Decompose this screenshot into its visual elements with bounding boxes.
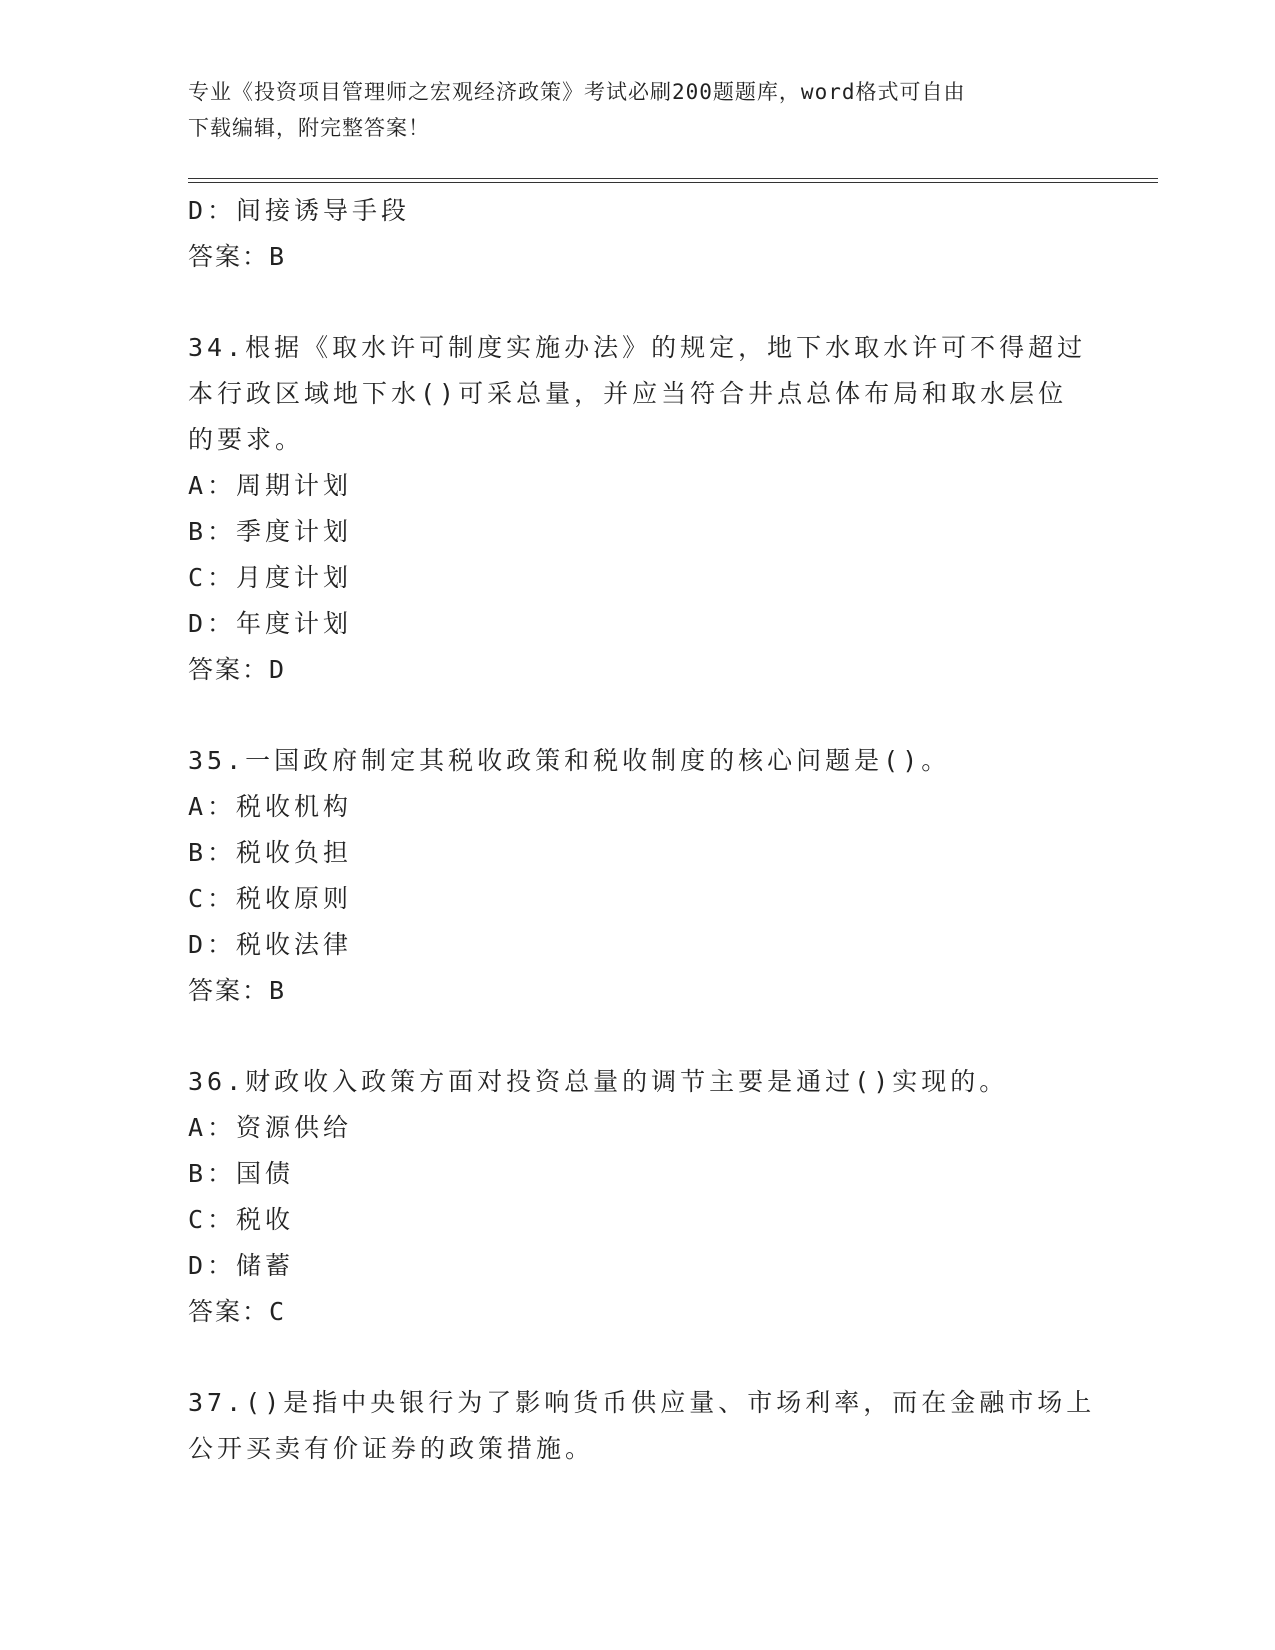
option-b: B：季度计划 [188, 517, 353, 546]
answer: 答案：D [188, 655, 287, 684]
document-body [188, 188, 1096, 1472]
question-text: 公开买卖有价证券的政策措施。 [188, 1434, 595, 1463]
question-text: 34.根据《取水许可制度实施办法》的规定，地下水取水许可不得超过 [188, 333, 1087, 362]
question-text: 36.财政收入政策方面对投资总量的调节主要是通过()实现的。 [188, 1067, 1009, 1096]
answer: 答案：B [188, 976, 287, 1005]
option-b: B：税收负担 [188, 838, 353, 867]
option-d: D：税收法律 [188, 930, 353, 959]
question-36 [188, 1059, 1088, 1335]
option-d: D：间接诱导手段 [188, 196, 411, 225]
header-divider-top [188, 178, 1158, 179]
question-35 [188, 738, 1088, 1014]
document-header [188, 74, 1068, 146]
spacer [188, 1335, 1088, 1380]
question-text: 35.一国政府制定其税收政策和税收制度的核心问题是()。 [188, 746, 951, 775]
header-line-2: 下载编辑，附完整答案！ [188, 116, 430, 140]
option-c: C：月度计划 [188, 563, 353, 592]
option-d: D：储蓄 [188, 1251, 295, 1280]
option-a: A：周期计划 [188, 471, 353, 500]
option-a: A：资源供给 [188, 1113, 353, 1142]
option-a: A：税收机构 [188, 792, 353, 821]
question-37 [188, 1380, 1096, 1472]
answer: 答案：B [188, 242, 287, 271]
answer: 答案：C [188, 1297, 287, 1326]
header-divider-bottom [188, 182, 1158, 183]
question-text: 本行政区域地下水()可采总量，并应当符合井点总体布局和取水层位 [188, 379, 1068, 408]
option-b: B：国债 [188, 1159, 295, 1188]
option-d: D：年度计划 [188, 609, 353, 638]
question-text: 的要求。 [188, 425, 305, 454]
spacer [188, 280, 1088, 325]
spacer [188, 1014, 1088, 1059]
lead-fragment [188, 188, 1088, 280]
option-c: C：税收原则 [188, 884, 353, 913]
spacer [188, 693, 1088, 738]
option-c: C：税收 [188, 1205, 295, 1234]
question-34 [188, 325, 1088, 693]
question-text: 37.()是指中央银行为了影响货币供应量、市场利率，而在金融市场上 [188, 1388, 1096, 1417]
header-line-1: 专业《投资项目管理师之宏观经济政策》考试必刷200题题库，word格式可自由 [188, 80, 966, 104]
